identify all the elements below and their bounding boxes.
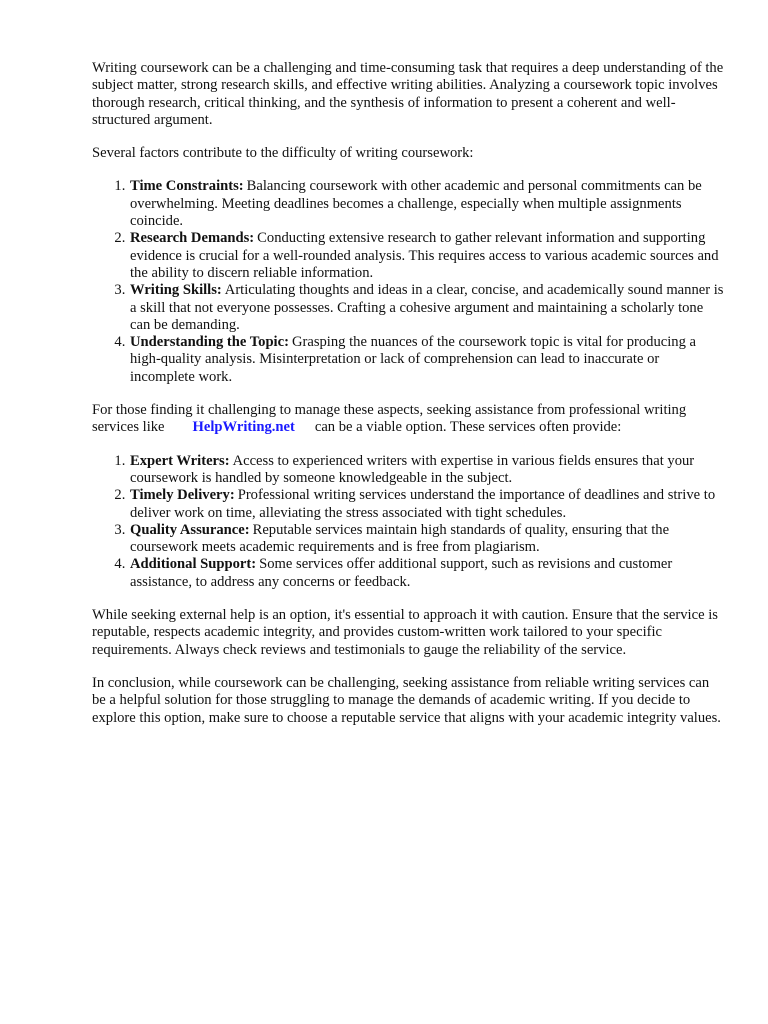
services-list [92, 453, 726, 591]
list-item-term: Quality Assurance: [130, 521, 250, 538]
help-paragraph [92, 402, 726, 437]
list-item [129, 556, 726, 591]
factors-intro-paragraph: Several factors contribute to the difficulty of writing coursework: [92, 145, 474, 162]
list-item [129, 453, 726, 488]
intro-paragraph: Writing coursework can be a challenging and time-consuming task that requires a deep understanding of the subject matter, strong research skills, and effective writing abilities. Analyzing a coursework topic involves thorough research, critical thinking, and the synthesis of information to present a coherent and well-structured argument. [92, 60, 724, 128]
factors-list [92, 178, 726, 386]
list-item-term: Timely Delivery: [130, 487, 235, 504]
help-text-after: can be a viable option. These services often provide: [314, 419, 622, 436]
list-item-text: Articulating thoughts and ideas in a clear, concise, and academically sound manner is a skill that not everyone possesses. Crafting a cohesive argument and maintaining a scholarly tone can be demanding. [130, 282, 724, 333]
list-item-term: Writing Skills: [130, 282, 222, 299]
list-item-term: Expert Writers: [130, 452, 230, 469]
caution-paragraph: While seeking external help is an option, it's essential to approach it with caution. Ensure that the service is reputable, respects academic integrity, and provides custom-written work tailored to your specific requirements. Always check reviews and testimonials to gauge the reliability of the service. [92, 607, 718, 658]
conclusion-paragraph: In conclusion, while coursework can be challenging, seeking assistance from reliable writing services can be a helpful solution for those struggling to manage the demands of academic writing. If you decide to explore this option, make sure to choose a reputable service that aligns with your academic integrity values. [92, 674, 721, 726]
list-item-term: Time Constraints: [130, 178, 244, 195]
list-item [129, 487, 726, 522]
list-item-text: Some services offer additional support, such as revisions and customer assistance, to address any concerns or feedback. [130, 556, 673, 590]
list-item-text: Access to experienced writers with expertise in various fields ensures that your coursework is handled by someone knowledgeable in the subject. [130, 452, 695, 486]
list-item [129, 230, 726, 282]
list-item-text: Conducting extensive research to gather relevant information and supporting evidence is crucial for a well-rounded analysis. This requires access to various academic sources and the ability to discern reliable information. [130, 230, 719, 281]
list-item-term: Understanding the Topic: [130, 334, 289, 351]
list-item-text: Professional writing services understand the importance of deadlines and strive to deliver work on time, alleviating the stress associated with tight schedules. [130, 487, 716, 521]
list-item-text: Grasping the nuances of the coursework topic is vital for producing a high-quality analysis. Misinterpretation or lack of comprehension can lead to inaccurate or incomplete work. [130, 334, 697, 385]
list-item-text: Reputable services maintain high standards of quality, ensuring that the coursework meets academic requirements and is free from plagiarism. [130, 521, 670, 556]
list-item [129, 334, 726, 386]
list-item [129, 282, 726, 334]
list-item-text: Balancing coursework with other academic and personal commitments can be overwhelming. Meeting deadlines becomes a challenge, especially when multiple assignments coincide. [130, 178, 702, 230]
list-item [129, 178, 726, 230]
list-item [129, 522, 726, 557]
helpwriting-link[interactable]: HelpWriting.net [192, 419, 295, 436]
help-text-before: For those finding it challenging to manage these aspects, seeking assistance from professional writing services like [92, 402, 687, 436]
list-item-term: Additional Support: [130, 556, 257, 573]
list-item-term: Research Demands: [130, 230, 255, 247]
